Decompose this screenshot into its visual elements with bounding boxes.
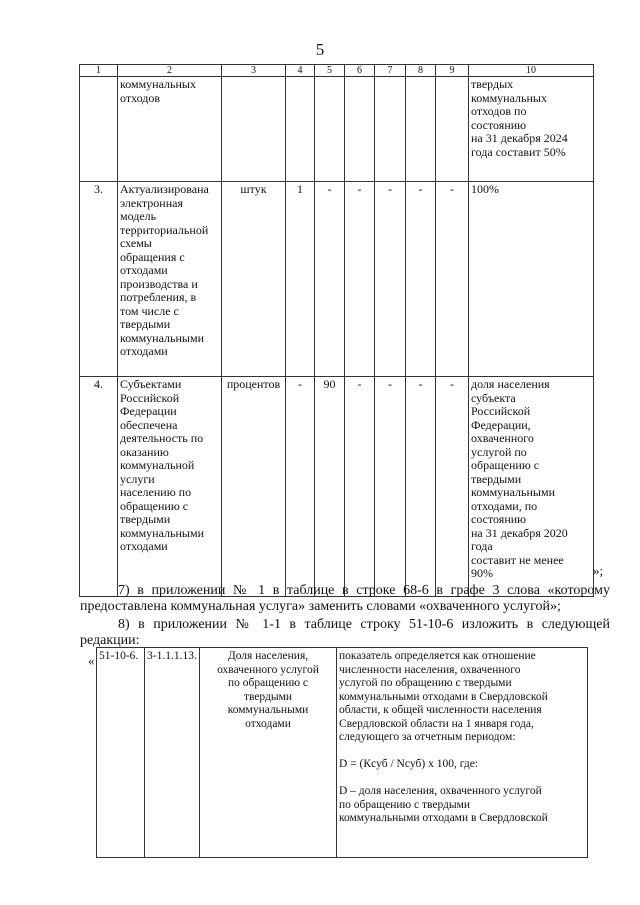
value-cell: -: [315, 182, 345, 377]
paragraph-text: 7) в приложении № 1 в таблице в строке 68-6 в графе 3 слова «которому предоставлена коммунальная услуга» заменить словами «охваченного услугой»;: [80, 583, 610, 614]
column-number: 6: [345, 65, 375, 77]
value-cell: -: [406, 377, 436, 597]
row-code: 51-10-6.: [97, 648, 145, 858]
opening-quote: «: [88, 653, 95, 668]
unit-cell: [222, 77, 286, 182]
column-number: 4: [286, 65, 315, 77]
column-number: 7: [375, 65, 406, 77]
value-cell: [345, 77, 375, 182]
indicator-name: Актуализирована электронная модель территориальной схемы обращения с отходами производства и потребления, в том числе с твердыми коммунальными отходами: [118, 182, 222, 377]
value-cell: [286, 77, 315, 182]
unit-cell: процентов: [222, 377, 286, 597]
value-cell: -: [436, 377, 469, 597]
table-row: [97, 648, 588, 858]
value-cell: -: [406, 182, 436, 377]
calculation-method: [337, 648, 588, 858]
table-row: [80, 377, 594, 597]
paragraph-item-7: [80, 583, 610, 615]
paragraph-item-8: [80, 617, 610, 649]
value-cell: -: [375, 182, 406, 377]
column-number: 9: [436, 65, 469, 77]
column-number: 10: [469, 65, 594, 77]
formula: D = (Кcуб / Ncуб) x 100, где:: [339, 758, 479, 770]
indicators-table: [79, 64, 594, 597]
value-cell: -: [345, 182, 375, 377]
value-cell: [436, 77, 469, 182]
unit-cell: штук: [222, 182, 286, 377]
column-number: 5: [315, 65, 345, 77]
table-header-row: [80, 65, 594, 77]
row-number: 3.: [80, 182, 118, 377]
column-number: 8: [406, 65, 436, 77]
table-row: [80, 77, 594, 182]
value-cell: [315, 77, 345, 182]
replacement-row-table: [96, 647, 588, 858]
paragraph-text: 8) в приложении № 1-1 в таблице строку 51-10-6 изложить в следующей редакции:: [80, 617, 610, 648]
value-cell: -: [375, 377, 406, 597]
row-number: 4.: [80, 377, 118, 597]
method-description: показатель определяется как отношение численности населения, охваченного услугой по обращению с твердыми коммунальными отходами в Свердловской области, к общей численности населения Свердловской области на 1 января года, следующего за отчетным периодом:: [339, 650, 548, 743]
column-number: 1: [80, 65, 118, 77]
table-closing-quote: »;: [593, 563, 604, 578]
description-cell: твердых коммунальных отходов по состоянию на 31 декабря 2024 года составит 50%: [469, 77, 594, 182]
page-number: 5: [315, 40, 325, 59]
column-number: 2: [118, 65, 222, 77]
column-number: 3: [222, 65, 286, 77]
value-cell: -: [286, 377, 315, 597]
row-number: [80, 77, 118, 182]
description-cell: 100%: [469, 182, 594, 377]
indicator-name: Субъектами Российской Федерации обеспечена деятельность по оказанию коммунальной услуги населению по обращению с твердыми коммунальными отходами: [118, 377, 222, 597]
table-row: [80, 182, 594, 377]
indicator-code: 3-1.1.1.13.: [145, 648, 200, 858]
value-cell: 1: [286, 182, 315, 377]
value-cell: [406, 77, 436, 182]
formula-legend: D – доля населения, охваченного услугой по обращению с твердыми коммунальными отходами в Свердловской: [339, 785, 548, 824]
description-cell: доля населения субъекта Российской Федерации, охваченного услугой по обращению с твердыми коммунальными отходами, по состоянию на 31 декабря 2020 года составит не менее 90%: [469, 377, 594, 597]
value-cell: 90: [315, 377, 345, 597]
value-cell: -: [345, 377, 375, 597]
value-cell: -: [436, 182, 469, 377]
indicator-name: Доля населения, охваченного услугой по обращению с твердыми коммунальными отходами: [200, 648, 337, 858]
indicator-name: коммунальных отходов: [118, 77, 222, 182]
value-cell: [375, 77, 406, 182]
